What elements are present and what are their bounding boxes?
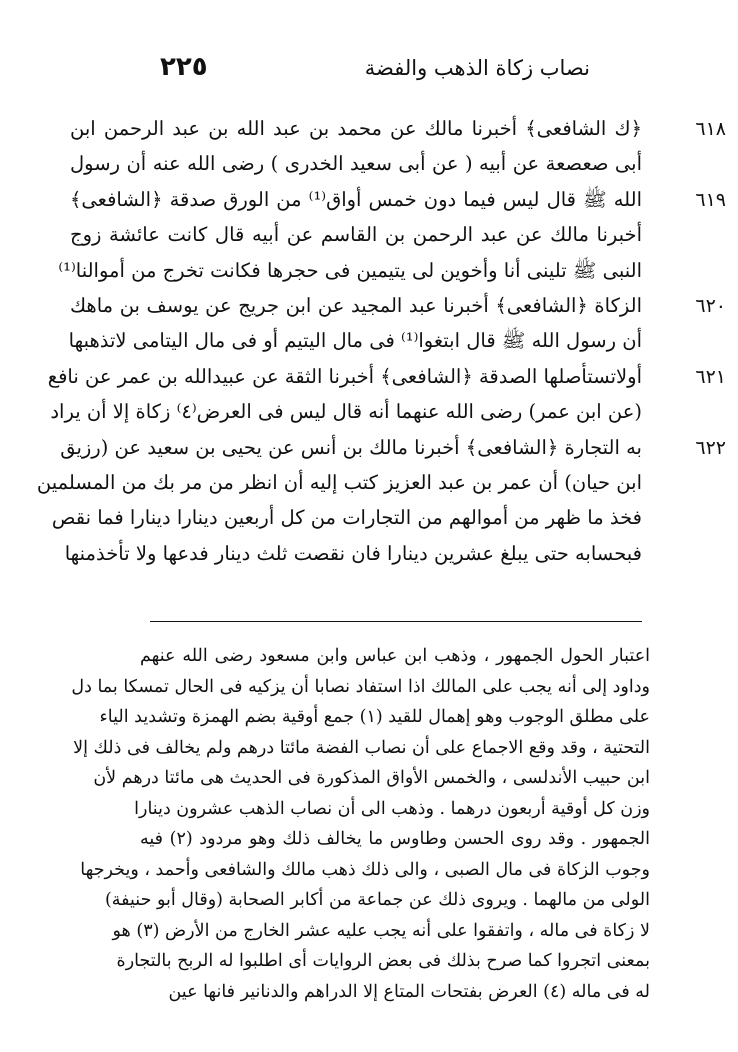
text-line [60, 324, 732, 359]
line-text: فخذ ما ظهر من أموالهم من التجارات من كل أربعين دينارا دينارا فما نقص [51, 506, 642, 530]
text-line [60, 254, 732, 289]
line-text: أن رسول الله ﷺ قال ابتغوا⁽¹⁾ فى مال اليتيم أو فى مال اليتامى لاتذهبها [68, 329, 642, 353]
footnote-line: الجمهور . وقد روى الحسن وطاوس ما يخالف ذلك وهو مردود (٢) فيه [140, 829, 650, 849]
footnote-line: اعتبار الحول الجمهور ، وذهب ابن عباس وابن مسعود رضى الله عنهم [140, 646, 650, 666]
footnote-line: على مطلق الوجوب وهو إهمال للقيد (١) جمع أوقية بضم الهمزة وتشديد الياء [99, 707, 650, 727]
footnote-line: وجوب الزكاة فى مال الصبى ، والى ذلك ذهب مالك والشافعى وأحمد ، ويخرجها [80, 859, 650, 880]
text-line [47, 360, 732, 395]
hadith-number: ٦١٨ [695, 118, 726, 140]
hadith-number: ٦١٩ [695, 188, 726, 211]
footnote-line: التحتية ، وقد وقع الاجماع على أن نصاب الفضة مائتا درهم ولم يخالف فى ذلك إلا [73, 737, 650, 758]
text-line [60, 183, 732, 218]
footnote-line: له فى ماله (٤) العرض بفتحات المتاع إلا الدراهم والدنانير فانها عين [168, 981, 650, 1002]
text-line [60, 218, 732, 253]
line-text: أخبرنا مالك عن عبد الرحمن بن القاسم عن أبيه قال كانت عائشة زوج [70, 223, 642, 247]
footnote-line: وزن كل أوقية أربعون درهما . وذهب الى أن نصاب الذهب عشرون دينارا [134, 798, 650, 819]
hadith-number: ٦٢٢ [695, 436, 726, 459]
line-text: الزكاة ﴿الشافعى﴾ أخبرنا عبد المجيد عن ابن جريج عن يوسف بن ماهك [70, 293, 642, 317]
running-title: نصاب زكاة الذهب والفضة [364, 56, 590, 80]
text-line [60, 289, 732, 324]
footnote-line: الولى من مالهما . ويروى ذلك عن جماعة من أكابر الصحابة (وقال أبو حنيفة) [104, 890, 650, 910]
hadith-number: ٦٢٠ [695, 294, 726, 317]
text-line [60, 537, 732, 572]
footnote-line: لا زكاة فى ماله ، واتفقوا على أنه يجب عليه عشر الخارج من الأرض (٣) هو [112, 920, 650, 941]
main-text [36, 112, 732, 572]
text-line [51, 501, 732, 536]
text-line [36, 466, 732, 501]
text-line [50, 395, 732, 430]
footnote-divider [150, 621, 642, 622]
footnote-line: بمعنى اتجروا كما صرح بذلك فى بعض الروايات أى اطلبوا له الربح بالتجارة [116, 951, 650, 971]
line-text: ابن حيان) أن عمر بن عبد العزيز كتب إليه أن انظر من مر بك من المسلمين [36, 470, 642, 494]
footnote-line: ابن حبيب الأندلسى ، والخمس الأواق المذكورة فى الحديث هى مائتا درهم لأن [93, 768, 650, 788]
line-text: أولاتستأصلها الصدقة ﴿الشافعى﴾ أخبرنا الثقة عن عبيدالله بن عمر عن نافع [47, 364, 642, 388]
line-text: النبى ﷺ تلينى أنا وأخوين لى يتيمين فى حجرها فكانت تخرج من أموالنا⁽¹⁾ [58, 258, 642, 282]
page-header [150, 52, 590, 88]
line-text: به التجارة ﴿الشافعى﴾ أخبرنا مالك بن أنس عن يحيى بن سعيد عن (رزيق [60, 435, 642, 459]
text-line [60, 112, 732, 147]
page-number: ٢٢٥ [160, 52, 208, 82]
line-text: (عن ابن عمر) رضى الله عنهما أنه قال ليس فى العرض⁽٤⁾ زكاة إلا أن يراد [50, 400, 642, 424]
line-text: الله ﷺ قال ليس فيما دون خمس أواق⁽¹⁾ من الورق صدقة ﴿الشافعى﴾ [70, 187, 642, 211]
footnote-line: وداود إلى أنه يجب على المالك اذا استفاد نصابا أن يزكيه فى الحال تمسكا بما دل [71, 676, 650, 697]
footnotes [71, 641, 650, 1007]
text-line [60, 147, 732, 182]
line-text: فبحسابه حتى يبلغ عشرين دينارا فان نقصت ثلث دينار فدعها ولا تأخذمنها [64, 541, 642, 565]
hadith-number: ٦٢١ [695, 365, 726, 388]
line-text: ﴿ك الشافعى﴾ أخبرنا مالك عن محمد بن عبد الله بن عبد الرحمن ابن [70, 117, 642, 140]
text-line [60, 431, 732, 466]
line-text: أبى صعصعة عن أبيه ( عن أبى سعيد الخدرى ) رضى الله عنه أن رسول [70, 152, 642, 176]
